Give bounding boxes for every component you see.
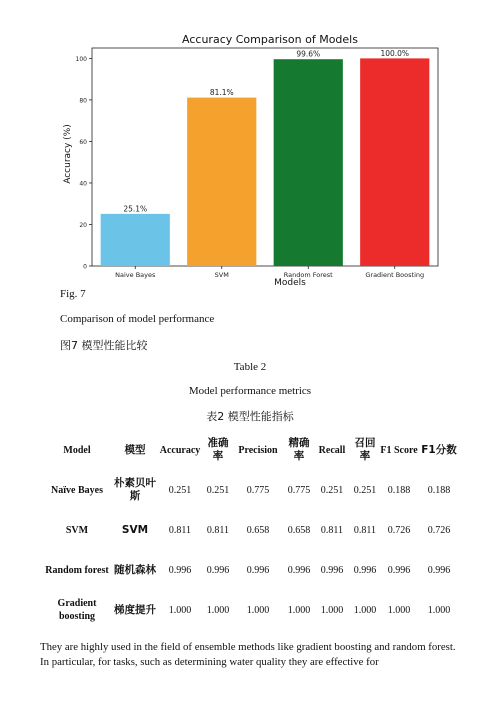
table-cell: SVM (121, 523, 149, 536)
bar (360, 58, 429, 266)
table-cell: Gradient boosting (57, 598, 97, 622)
table-cell: Random forest (45, 564, 109, 576)
table-row (40, 510, 460, 550)
table-header-cell: F1分数 (421, 443, 457, 456)
y-tick-label: 80 (79, 97, 87, 105)
table-cell: 0.658 (246, 524, 270, 536)
table-cell: 0.996 (206, 564, 230, 576)
table-row (40, 550, 460, 590)
table-cell: 0.251 (320, 484, 344, 496)
table-cell: 随机森林 (114, 563, 156, 576)
table-cell: 0.811 (168, 524, 192, 536)
table-title-en: Model performance metrics (188, 385, 312, 397)
table-cell: 0.811 (320, 524, 344, 536)
bar-value-label: 100.0% (380, 48, 410, 58)
table-cell: 0.996 (320, 564, 344, 576)
table-cell: 0.996 (246, 564, 270, 576)
table-cell: SVM (65, 524, 89, 536)
accuracy-chart (60, 28, 440, 290)
table-cell: 1.000 (246, 604, 270, 616)
table-cell: 1.000 (206, 604, 230, 616)
table-header-cell: 精确率 (288, 437, 310, 462)
chart-xlabel: Models (274, 278, 306, 288)
table-cell: 0.775 (246, 484, 270, 496)
table-label: Table 2 (233, 361, 267, 373)
bar-value-label: 25.1% (123, 204, 148, 214)
y-tick-label: 100 (75, 55, 87, 63)
table-header-cell: Recall (318, 444, 346, 456)
table-cell: 0.811 (206, 524, 230, 536)
table-header-cell: Precision (238, 444, 278, 456)
table-cell: 1.000 (168, 604, 192, 616)
table-cell: 朴素贝叶斯 (114, 477, 156, 502)
table-cell: 0.996 (168, 564, 192, 576)
bar (187, 98, 256, 266)
table-cell: 0.996 (387, 564, 411, 576)
table-cell: 0.775 (287, 484, 311, 496)
table-header-cell: 模型 (124, 443, 146, 456)
table-cell: 0.251 (353, 484, 377, 496)
metrics-table (40, 430, 460, 630)
table-cell: 0.658 (287, 524, 311, 536)
table-row (40, 470, 460, 510)
table-cell: 1.000 (320, 604, 344, 616)
table-cell: 梯度提升 (114, 603, 156, 616)
y-tick-label: 20 (79, 221, 87, 229)
bar-value-label: 99.6% (296, 49, 321, 59)
bar (274, 59, 343, 266)
table-cell: 0.996 (427, 564, 451, 576)
table-cell: 0.996 (287, 564, 311, 576)
table-cell: 1.000 (353, 604, 377, 616)
table-cell: 0.188 (427, 484, 451, 496)
table-cell: 0.726 (387, 524, 411, 536)
table-cell: 0.188 (387, 484, 411, 496)
y-tick-label: 0 (83, 263, 87, 271)
x-tick-label: Naive Bayes (115, 271, 156, 279)
chart-ylabel: Accuracy (%) (63, 124, 73, 184)
bar-value-label: 81.1% (209, 88, 234, 98)
table-cell: 0.251 (168, 484, 192, 496)
table-header-cell: 召回率 (354, 437, 376, 462)
table-cell: 1.000 (287, 604, 311, 616)
y-tick-label: 60 (79, 138, 87, 146)
bar (101, 214, 170, 266)
chart-title: Accuracy Comparison of Models (182, 33, 358, 46)
table-cell: 0.996 (353, 564, 377, 576)
table-header-row (40, 430, 460, 470)
y-tick-label: 40 (79, 180, 87, 188)
table-cell: 0.811 (353, 524, 377, 536)
figure-caption-label: Fig. 7 (60, 288, 86, 300)
table-cell: 1.000 (387, 604, 411, 616)
table-cell: 0.726 (427, 524, 451, 536)
figure-caption-zh: 图7 模型性能比较 (60, 339, 148, 352)
table-title-zh: 表2 模型性能指标 (206, 410, 294, 423)
x-tick-label: Random Forest (283, 271, 333, 279)
table-header-cell: Model (63, 444, 91, 456)
table-row (40, 590, 460, 630)
table-cell: 0.251 (206, 484, 230, 496)
table-header-cell: 准确率 (207, 437, 229, 462)
table-cell: 1.000 (427, 604, 451, 616)
x-tick-label: Gradient Boosting (365, 271, 425, 279)
chart-svg (60, 28, 440, 290)
body-paragraph: They are highly used in the field of ensemble methods like gradient boosting and random forest. In particular, for tasks, such as determining water quality they are effective for (40, 641, 456, 668)
figure-caption-en: Comparison of model performance (60, 313, 215, 325)
x-tick-label: SVM (214, 271, 229, 279)
table-header-cell: F1 Score (380, 444, 418, 456)
table-cell: Naïve Bayes (51, 484, 103, 496)
table-header-cell: Accuracy (159, 444, 201, 456)
